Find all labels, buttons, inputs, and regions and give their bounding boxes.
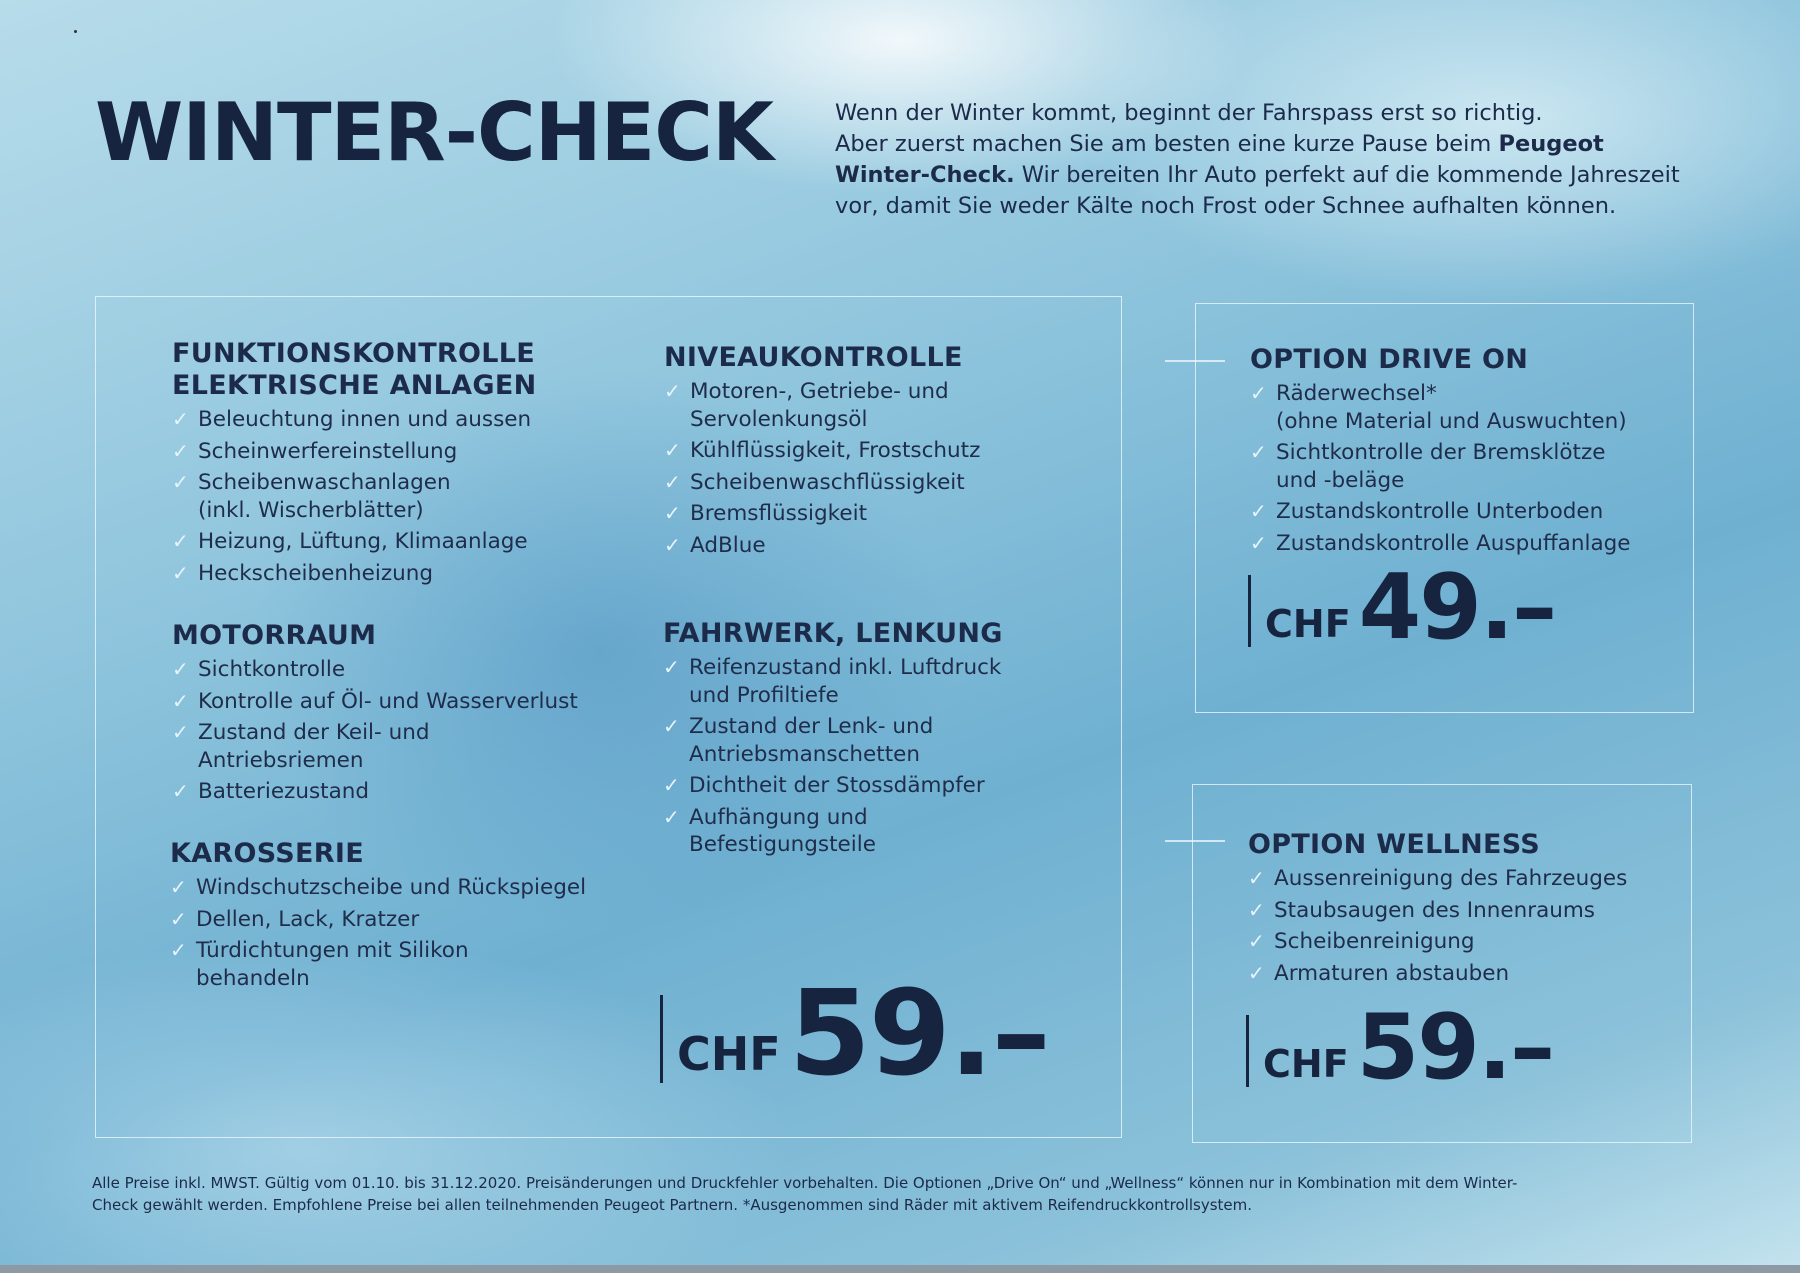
list-item [663,654,1103,709]
footnote [92,1172,1722,1216]
item-text: Antriebsmanschetten [689,741,920,767]
item-text: Scheibenreinigung [1274,929,1475,954]
drive-on-price [1248,555,1556,660]
check-icon: ✓ [1248,897,1265,922]
section-fahrwerk [663,618,1103,863]
price-amount: 59.– [1356,995,1554,1100]
item-text: Zustand der Lenk- und [689,714,934,739]
item-text: Windschutzscheibe und Rückspiegel [196,875,587,900]
section-title: KAROSSERIE [170,838,364,869]
list-item [1250,498,1680,526]
list-item [172,656,632,684]
check-icon: ✓ [664,501,681,525]
list-item [664,532,1104,560]
list-item [172,528,632,556]
item-text: behandeln [196,965,310,991]
section-title: OPTION DRIVE ON [1250,344,1529,375]
item-text: Dichtheit der Stossdämpfer [689,773,985,798]
list-item [172,560,632,588]
winter-check-price [660,964,1049,1102]
check-icon: ✓ [664,438,681,462]
item-text: Zustandskontrolle Auspuffanlage [1276,530,1631,556]
intro-line-2-text: Aber zuerst machen Sie am besten eine kurze Pause beim [835,131,1499,157]
check-icon: ✓ [170,938,187,962]
check-icon: ✓ [663,773,680,797]
item-text: Armaturen abstauben [1274,960,1510,986]
wellness-price [1246,995,1554,1100]
check-list [170,874,630,992]
check-icon: ✓ [1248,960,1265,985]
item-text: Kühlflüssigkeit, Frostschutz [690,438,981,463]
intro-text [835,98,1735,222]
item-text: Aussenreinigung des Fahrzeuges [1274,866,1628,891]
item-text: Aufhängung und [689,804,868,830]
intro-product: Winter-Check. [835,162,1015,188]
check-icon: ✓ [1250,530,1267,555]
price-currency: CHF [677,1027,781,1081]
panel-connector-line [1165,840,1225,842]
list-item [664,437,1104,465]
item-text: Scheibenwaschanlagen [198,470,451,495]
list-item [170,874,630,902]
item-text: und -beläge [1276,467,1405,493]
list-item [172,406,632,434]
check-icon: ✓ [1248,929,1265,953]
list-item [172,719,632,774]
item-text: AdBlue [690,532,766,558]
intro-line-4: vor, damit Sie weder Kälte noch Frost oder Schnee aufhalten können. [835,193,1617,219]
item-text: Scheibenwaschflüssigkeit [690,469,965,495]
item-text: (inkl. Wischerblätter) [198,497,424,523]
item-text: Heckscheibenheizung [198,560,434,586]
check-list [664,378,1104,559]
item-text: Batteriezustand [198,779,370,804]
list-item [1248,928,1678,956]
list-item [1250,439,1680,494]
list-item [1248,897,1678,925]
check-icon: ✓ [172,438,189,463]
item-text: Beleuchtung innen und aussen [198,407,532,432]
list-item [1248,960,1678,988]
section-title: OPTION WELLNESS [1248,829,1541,860]
list-item [170,906,630,934]
section-funktionskontrolle [172,338,632,591]
check-list [1248,865,1678,987]
list-item [172,438,632,466]
price-currency: CHF [1265,602,1351,646]
check-icon: ✓ [664,379,681,403]
item-text: Antriebsriemen [198,747,364,773]
item-text: Scheinwerfereinstellung [198,438,458,464]
section-motorraum [172,620,632,810]
item-text: Sichtkontrolle der Bremsklötze [1276,440,1606,465]
section-title-line: ELEKTRISCHE ANLAGEN [172,370,537,401]
item-text: Zustand der Keil- und [198,720,430,745]
item-text: Motoren-, Getriebe- und [690,379,949,404]
item-text: Zustandskontrolle Unterboden [1276,499,1604,524]
item-text: Sichtkontrolle [198,657,346,682]
price-amount: 59.– [788,964,1049,1102]
list-item [172,778,632,806]
check-icon: ✓ [664,469,681,494]
item-text: Dellen, Lack, Kratzer [196,906,420,932]
item-text: Staubsaugen des Innenraums [1274,897,1596,923]
check-icon: ✓ [170,906,187,931]
price-currency: CHF [1263,1042,1349,1086]
footnote-line: Alle Preise inkl. MWST. Gültig vom 01.10. bis 31.12.2020. Preisänderungen und Druckfehler vorbehalten. Die Optionen „Drive On“ und „Wellness“ können nur in Kombination mit dem Winter- [92,1174,1518,1192]
list-item [663,804,1103,859]
check-icon: ✓ [663,804,680,829]
item-text: Räderwechsel* [1276,381,1437,406]
check-icon: ✓ [172,720,189,744]
check-icon: ✓ [663,714,680,738]
section-option-wellness [1248,829,1678,991]
check-list [172,656,632,806]
check-icon: ✓ [170,875,187,899]
list-item [1250,380,1680,435]
check-icon: ✓ [172,560,189,585]
check-icon: ✓ [172,407,189,431]
scan-edge [0,1265,1800,1273]
check-icon: ✓ [172,529,189,553]
section-title-line: FUNKTIONSKONTROLLE [172,338,536,369]
check-list [663,654,1103,859]
footnote-line: Check gewählt werden. Empfohlene Preise bei allen teilnehmenden Peugeot Partnern. *Ausgenommen sind Räder mit aktivem Reifendruckkontrollsystem. [92,1196,1253,1214]
check-icon: ✓ [663,655,680,679]
page-title: WINTER-CHECK [95,86,773,179]
item-text: (ohne Material und Auswuchten) [1276,408,1627,434]
item-text: Befestigungsteile [689,832,876,857]
list-item [663,713,1103,768]
list-item [1248,865,1678,893]
check-list [1250,380,1680,557]
section-title: NIVEAUKONTROLLE [664,342,963,373]
item-text: und Profiltiefe [689,682,839,708]
check-list [172,406,632,587]
list-item [664,378,1104,433]
intro-line-3 [835,160,1735,191]
check-icon: ✓ [1248,866,1265,890]
intro-brand: Peugeot [1498,131,1604,157]
check-icon: ✓ [1250,440,1267,464]
scan-dot [74,30,77,33]
check-icon: ✓ [172,470,189,494]
intro-line-1: Wenn der Winter kommt, beginnt der Fahrspass erst so richtig. [835,100,1543,126]
section-title: FAHRWERK, LENKUNG [663,618,1003,649]
item-text: Türdichtungen mit Silikon [196,938,469,963]
check-icon: ✓ [1250,381,1267,405]
list-item [172,469,632,524]
list-item [664,500,1104,528]
item-text: Servolenkungsöl [690,406,868,432]
item-text: Heizung, Lüftung, Klimaanlage [198,529,528,554]
section-niveaukontrolle [664,342,1104,563]
list-item [170,937,630,992]
intro-line-2 [835,129,1735,160]
intro-line-3-text: Wir bereiten Ihr Auto perfekt auf die kommende Jahreszeit [1014,162,1680,188]
item-text: Kontrolle auf Öl- und Wasserverlust [198,688,578,714]
section-title: MOTORRAUM [172,620,377,651]
panel-connector-line [1165,360,1225,362]
check-icon: ✓ [172,779,189,803]
price-amount: 49.– [1358,555,1556,660]
section-title [172,338,632,402]
item-text: Bremsflüssigkeit [690,501,867,526]
list-item [172,688,632,716]
check-icon: ✓ [172,657,189,681]
section-option-drive-on [1250,344,1680,561]
list-item [664,469,1104,497]
section-karosserie [170,838,630,996]
list-item [1250,530,1680,558]
list-item [663,772,1103,800]
check-icon: ✓ [664,532,681,557]
check-icon: ✓ [1250,499,1267,523]
check-icon: ✓ [172,688,189,713]
item-text: Reifenzustand inkl. Luftdruck [689,655,1002,680]
